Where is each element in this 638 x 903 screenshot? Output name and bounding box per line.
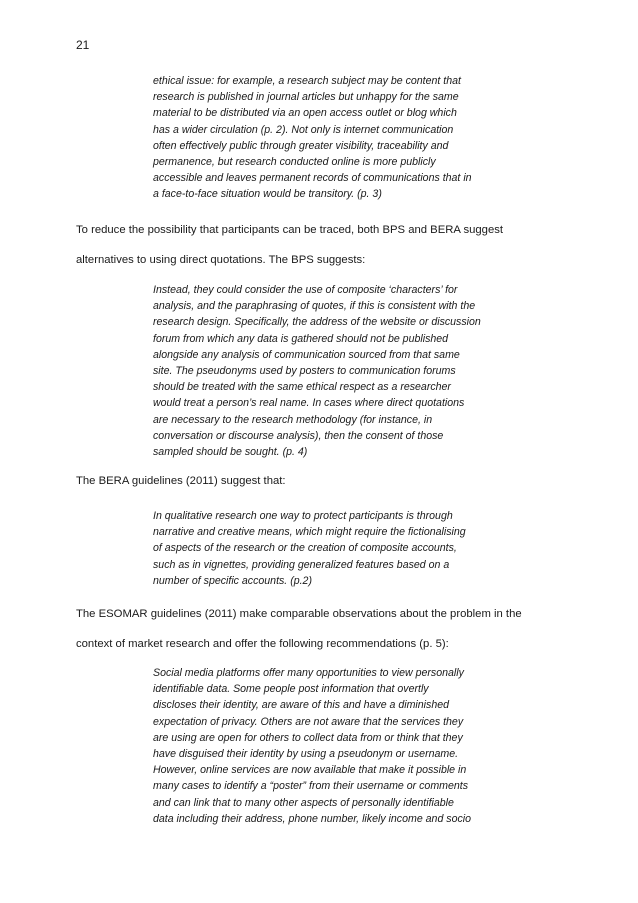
quote-line: permanence, but research conducted online is more publicly — [153, 156, 436, 169]
block-quote-bera — [153, 508, 529, 589]
quote-line: discloses their identity, are aware of this and have a diminished — [153, 699, 449, 712]
quote-line: forum from which any data is gathered should not be published — [153, 332, 449, 345]
quote-line: of aspects of the research or the creation of composite accounts, — [153, 542, 457, 555]
paragraph-line: To reduce the possibility that participants can be traced, both BPS and BERA suggest — [76, 224, 504, 236]
paragraph-line: context of market research and offer the following recommendations (p. 5): — [76, 637, 449, 650]
paragraph-bps-bera — [76, 222, 566, 268]
quote-line: identifiable data. Some people post information that overtly — [153, 683, 429, 696]
paragraph-line: The BERA guidelines (2011) suggest that: — [76, 475, 286, 487]
quote-line: ethical issue: for example, a research subject may be content that — [153, 75, 461, 87]
quote-line: accessible and leaves permanent records of communications that in — [153, 172, 472, 185]
quote-line: In qualitative research one way to protect participants is through — [153, 510, 453, 522]
quote-line: are using are open for others to collect data from or think that they — [153, 731, 463, 744]
quote-line: have disguised their identity by using a pseudonym or username. — [153, 748, 459, 761]
block-quote-ethical-issue — [153, 73, 529, 203]
quote-line: are necessary to the research methodology (for instance, in — [153, 413, 433, 426]
block-quote-bps — [153, 282, 529, 460]
quote-line: such as in vignettes, providing generalized features based on a — [153, 558, 450, 571]
quote-line: should be treated with the same ethical respect as a researcher — [153, 381, 451, 394]
paragraph-line: alternatives to using direct quotations. The BPS suggests: — [76, 253, 366, 266]
quote-line: Instead, they could consider the use of composite ‘characters’ for — [153, 284, 458, 296]
quote-line: and can link that to many other aspects of personally identifiable — [153, 796, 454, 809]
quote-line: number of specific accounts. (p.2) — [153, 574, 312, 587]
quote-line: a face-to-face situation would be transitory. (p. 3) — [153, 188, 382, 201]
quote-line: research design. Specifically, the address of the website or discussion — [153, 316, 481, 329]
page-number: 21 — [76, 38, 90, 52]
quote-line: research is published in journal articles but unhappy for the same — [153, 91, 459, 104]
quote-line: site. The pseudonyms used by posters to communication forums — [153, 365, 456, 378]
paragraph-esomar — [76, 606, 566, 652]
quote-line: Social media platforms offer many opportunities to view personally — [153, 667, 464, 679]
quote-line: analysis, and the paraphrasing of quotes, if this is consistent with the — [153, 300, 476, 313]
quote-line: would treat a person’s real name. In cases where direct quotations — [153, 397, 465, 410]
block-quote-esomar — [153, 665, 529, 827]
quote-line: material to be distributed via an open access outlet or blog which — [153, 107, 457, 120]
quote-line: However, online services are now available that make it possible in — [153, 764, 467, 777]
quote-line: narrative and creative means, which might require the fictionalising — [153, 526, 466, 539]
quote-line: sampled should be sought. (p. 4) — [153, 446, 308, 459]
quote-line: alongside any analysis of communication sourced from that same — [153, 348, 460, 361]
quote-line: data including their address, phone number, likely income and socio — [153, 812, 472, 825]
quote-line: expectation of privacy. Others are not aware that the services they — [153, 715, 464, 728]
quote-line: has a wider circulation (p. 2). Not only is internet communication — [153, 123, 454, 136]
quote-line: conversation or discourse analysis), then the consent of those — [153, 429, 444, 442]
quote-line: often effectively public through greater visibility, traceability and — [153, 139, 449, 152]
paragraph-line: The ESOMAR guidelines (2011) make comparable observations about the problem in the — [76, 608, 522, 620]
quote-line: many cases to identify a “poster” from their username or comments — [153, 780, 468, 793]
paragraph-bera — [76, 473, 566, 489]
